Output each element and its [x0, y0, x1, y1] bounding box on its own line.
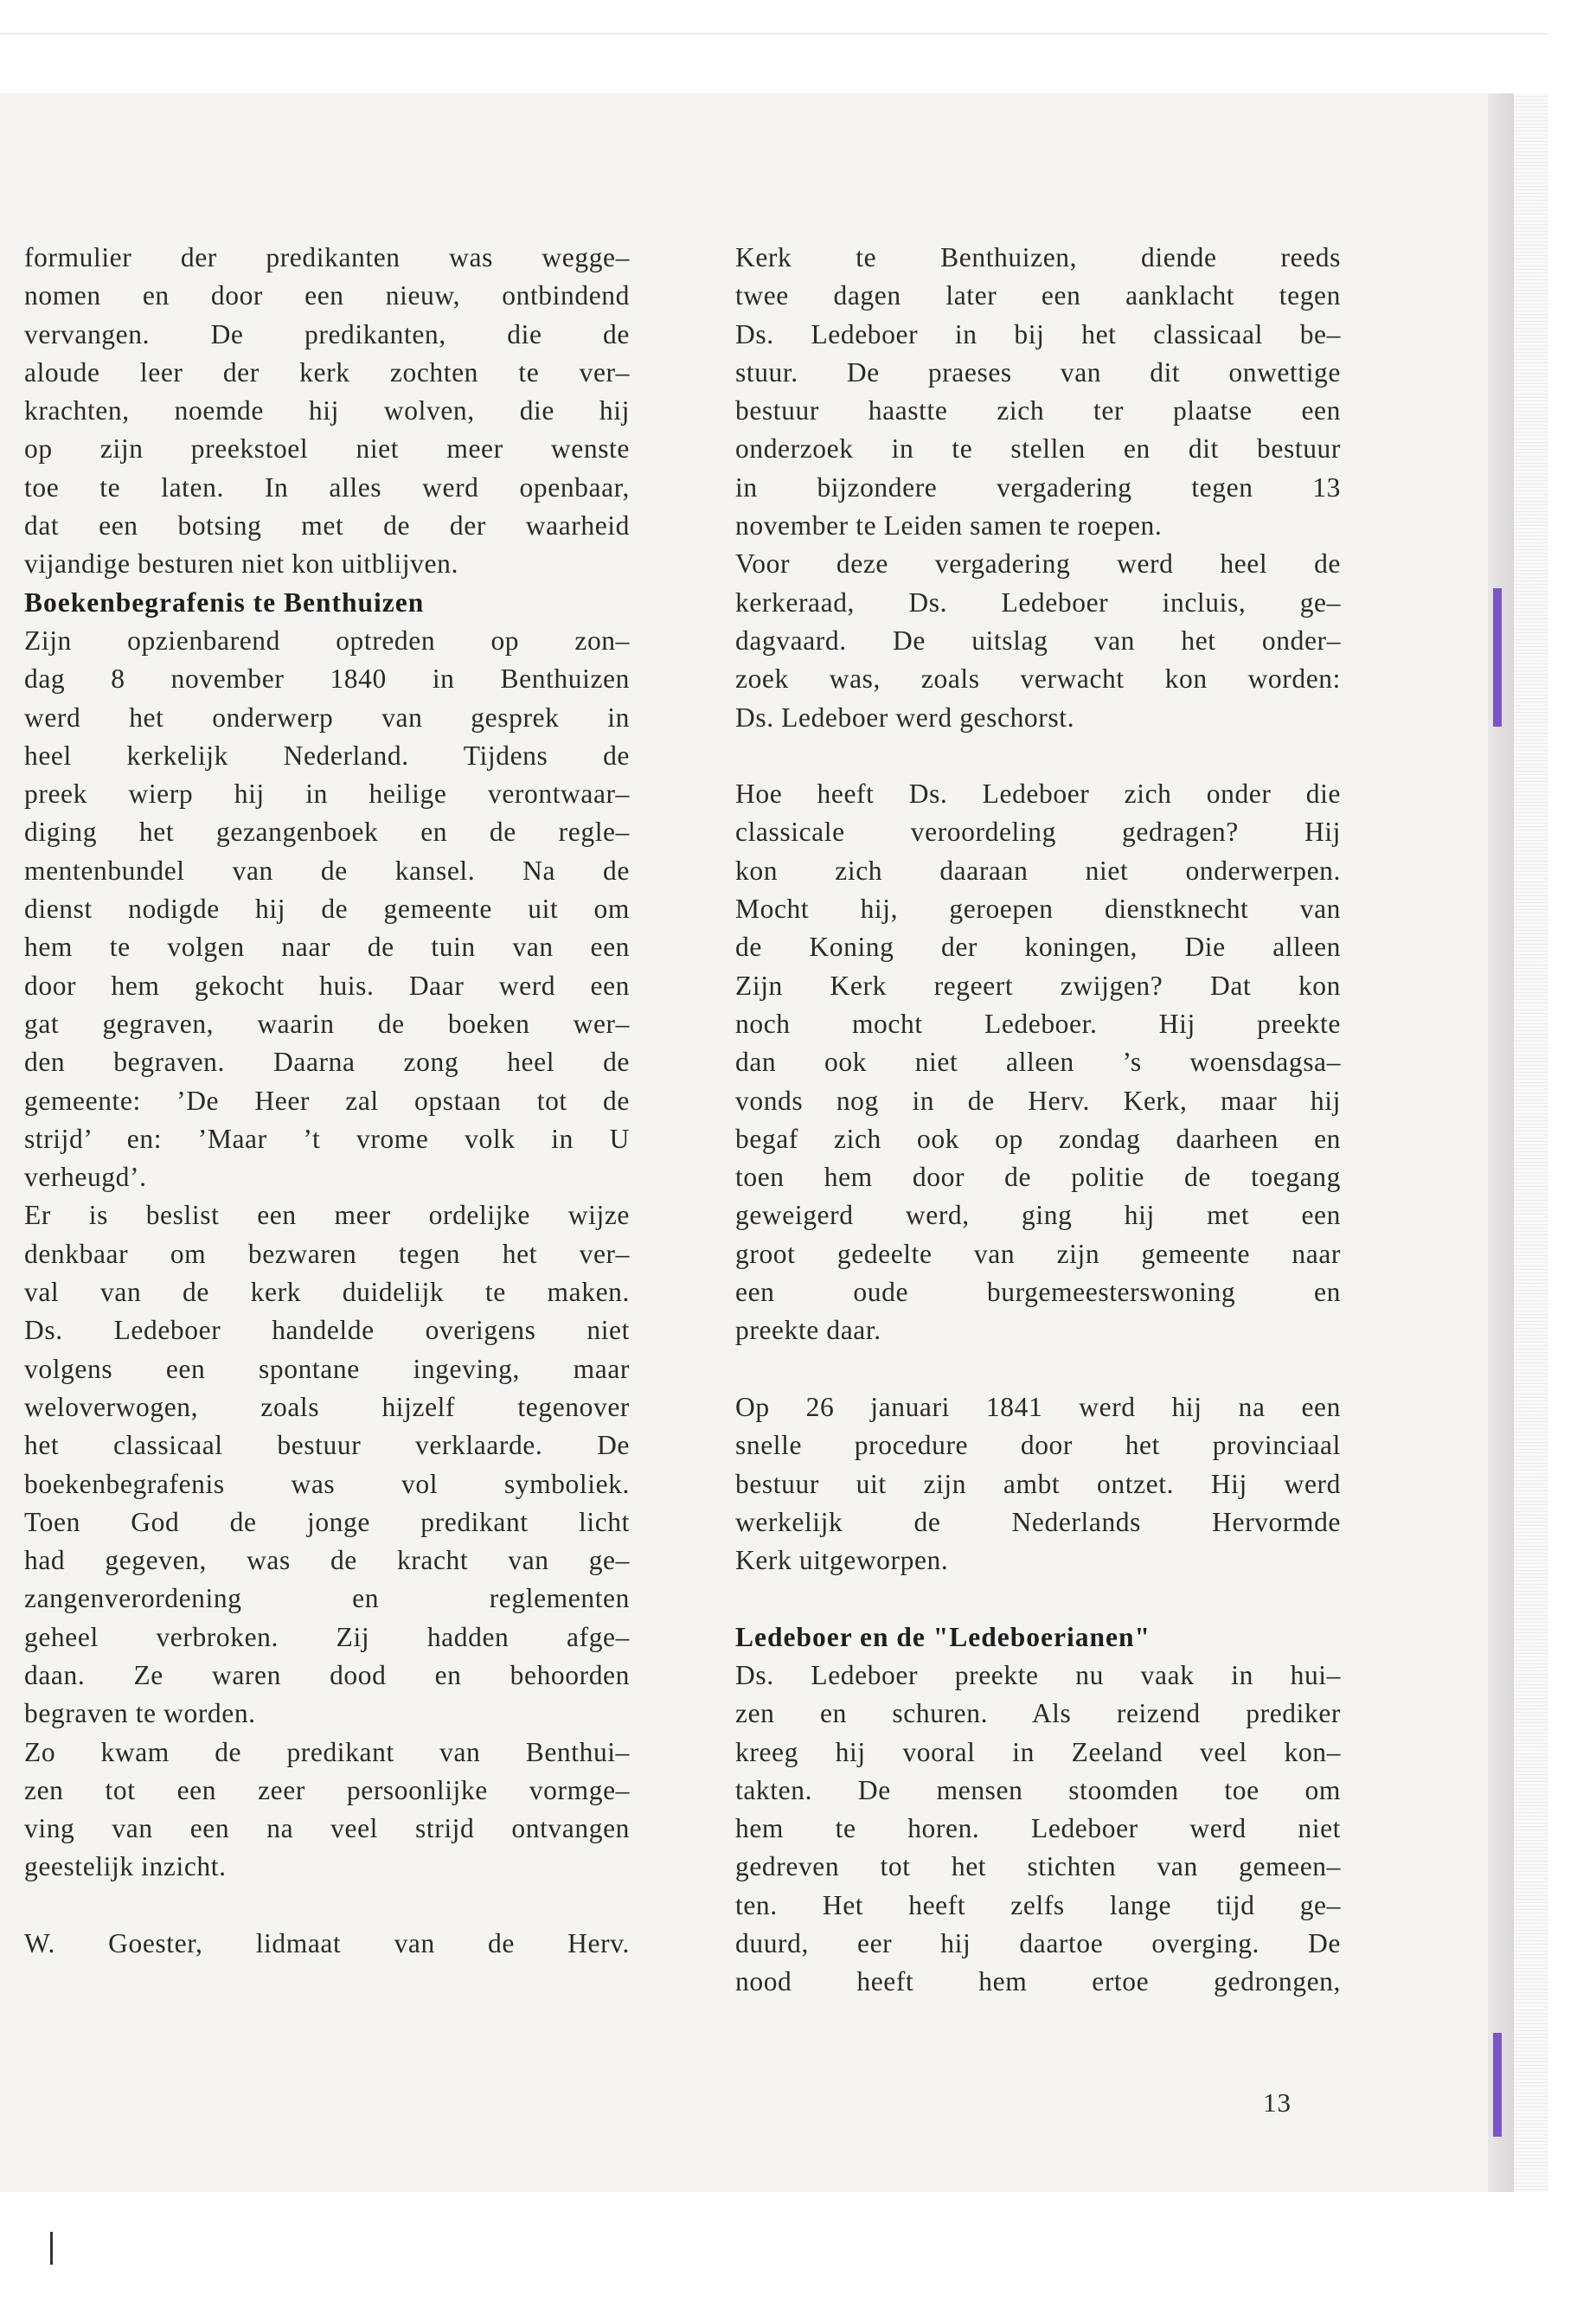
- text-line: Ds. Ledeboer werd geschorst.: [735, 702, 1075, 733]
- text-line: twee dagen later een aanklacht tegen: [735, 280, 1341, 311]
- text-line: bestuur uit zijn ambt ontzet. Hij werd: [735, 1468, 1341, 1499]
- text-line: toe te laten. In alles werd openbaar,: [24, 471, 630, 503]
- text-line: ten. Het heeft zelfs lange tijd ge–: [735, 1889, 1341, 1920]
- text-line: Ds. Ledeboer preekte nu vaak in hui–: [735, 1659, 1341, 1690]
- text-line: dagvaard. De uitslag van het onder–: [735, 625, 1341, 656]
- text-line: door hem gekocht huis. Daar werd een: [24, 970, 630, 1001]
- text-line: vervangen. De predikanten, die de: [24, 318, 630, 349]
- text-line: boekenbegrafenis was vol symboliek.: [24, 1468, 630, 1499]
- text-line: den begraven. Daarna zong heel de: [24, 1047, 630, 1078]
- text-line: begaf zich ook op zondag daarheen en: [735, 1123, 1341, 1154]
- text-line: aloude leer der kerk zochten te ver–: [24, 356, 630, 388]
- text-line: het classicaal bestuur verklaarde. De: [24, 1430, 630, 1461]
- text-line: Voor deze vergadering werd heel de: [735, 548, 1341, 580]
- text-line: werd het onderwerp van gesprek in: [24, 702, 630, 733]
- text-line: dan ook niet alleen ’s woensdagsa–: [735, 1047, 1341, 1078]
- text-line: krachten, noemde hij wolven, die hij: [24, 395, 630, 426]
- text-line: hem te volgen naar de tuin van een: [24, 932, 630, 963]
- text-line: gemeente: ’De Heer zal opstaan tot de: [24, 1085, 630, 1116]
- text-line: Er is beslist een meer ordelijke wijze: [24, 1200, 630, 1231]
- page-edge: [1514, 93, 1548, 2192]
- text-line: preekte daar.: [735, 1315, 881, 1346]
- text-line: gat gegraven, waarin de boeken wer–: [24, 1008, 630, 1039]
- text-line: kerkeraad, Ds. Ledeboer incluis, ge–: [735, 586, 1341, 618]
- text-line: noch mocht Ledeboer. Hij preekte: [735, 1008, 1341, 1039]
- page-number: 13: [1263, 2087, 1292, 2118]
- text-line: heel kerkelijk Nederland. Tijdens de: [24, 740, 630, 771]
- text-line: daan. Ze waren dood en behoorden: [24, 1659, 630, 1690]
- text-line: geestelijk inzicht.: [24, 1851, 227, 1882]
- text-line: mentenbundel van de kansel. Na de: [24, 855, 630, 886]
- text-line: geheel verbroken. Zij hadden afge–: [24, 1621, 630, 1652]
- left-text-column: [24, 239, 630, 1963]
- text-line: vonds nog in de Herv. Kerk, maar hij: [735, 1085, 1341, 1116]
- text-line: dienst nodigde hij de gemeente uit om: [24, 894, 630, 925]
- section-heading: Ledeboer en de "Ledeboerianen": [735, 1621, 1151, 1652]
- scan-mark: [50, 2232, 53, 2265]
- text-line: Zijn opzienbarend optreden op zon–: [24, 625, 630, 656]
- text-line: ving van een na veel strijd ontvangen: [24, 1813, 630, 1844]
- text-line: snelle procedure door het provinciaal: [735, 1430, 1341, 1461]
- text-line: geweigerd werd, ging hij met een: [735, 1200, 1341, 1231]
- text-line: [735, 1580, 1341, 1618]
- text-line: gedreven tot het stichten van gemeen–: [735, 1851, 1341, 1882]
- text-line: W. Goester, lidmaat van de Herv.: [24, 1928, 630, 1959]
- text-line: kon zich daaraan niet onderwerpen.: [735, 855, 1341, 886]
- text-line: kreeg hij vooral in Zeeland veel kon–: [735, 1736, 1341, 1767]
- text-line: Kerk te Benthuizen, diende reeds: [735, 242, 1341, 272]
- text-line: verheugd’.: [24, 1162, 147, 1193]
- text-line: Zijn Kerk regeert zwijgen? Dat kon: [735, 970, 1341, 1001]
- text-line: groot gedeelte van zijn gemeente naar: [735, 1238, 1341, 1269]
- text-line: op zijn preekstoel niet meer wenste: [24, 433, 630, 465]
- right-text-column: [735, 239, 1341, 2002]
- text-line: november te Leiden samen te roepen.: [735, 510, 1163, 542]
- text-line: zoek was, zoals verwacht kon worden:: [735, 663, 1341, 695]
- text-line: Hoe heeft Ds. Ledeboer zich onder die: [735, 779, 1341, 810]
- text-line: Zo kwam de predikant van Benthui–: [24, 1736, 630, 1767]
- text-line: begraven te worden.: [24, 1698, 256, 1729]
- text-line: dat een botsing met de der waarheid: [24, 510, 630, 542]
- text-line: een oude burgemeesterswoning en: [735, 1277, 1341, 1308]
- text-line: [735, 1350, 1341, 1388]
- text-line: had gegeven, was de kracht van ge–: [24, 1545, 630, 1576]
- text-line: werkelijk de Nederlands Hervormde: [735, 1506, 1341, 1537]
- text-line: onderzoek in te stellen en dit bestuur: [735, 433, 1341, 465]
- text-line: preek wierp hij in heilige verontwaar–: [24, 779, 630, 810]
- text-line: Kerk uitgeworpen.: [735, 1545, 949, 1576]
- spine-color-mark: [1493, 2033, 1502, 2137]
- text-line: vijandige besturen niet kon uitblijven.: [24, 548, 458, 580]
- text-line: weloverwogen, zoals hijzelf tegenover: [24, 1391, 630, 1422]
- text-line: takten. De mensen stoomden toe om: [735, 1774, 1341, 1805]
- text-line: de Koning der koningen, Die alleen: [735, 932, 1341, 963]
- top-rule: [0, 33, 1548, 35]
- text-line: nood heeft hem ertoe gedrongen,: [735, 1966, 1341, 1997]
- text-line: zangenverordening en reglementen: [24, 1583, 630, 1614]
- text-line: volgens een spontane ingeving, maar: [24, 1353, 630, 1384]
- text-line: Ds. Ledeboer in bij het classicaal be–: [735, 318, 1341, 349]
- text-line: zen tot een zeer persoonlijke vormge–: [24, 1774, 630, 1805]
- text-line: classicale veroordeling gedragen? Hij: [735, 817, 1341, 848]
- spine-color-mark: [1493, 588, 1502, 727]
- text-line: hem te horen. Ledeboer werd niet: [735, 1813, 1341, 1844]
- page-spine: [1488, 93, 1514, 2192]
- text-line: denkbaar om bezwaren tegen het ver–: [24, 1238, 630, 1269]
- text-line: nomen en door een nieuw, ontbindend: [24, 280, 630, 311]
- text-line: strijd’ en: ’Maar ’t vrome volk in U: [24, 1123, 630, 1154]
- text-line: dag 8 november 1840 in Benthuizen: [24, 663, 630, 695]
- text-line: Op 26 januari 1841 werd hij na een: [735, 1391, 1341, 1422]
- text-line: diging het gezangenboek en de regle–: [24, 817, 630, 848]
- text-line: [735, 737, 1341, 775]
- text-line: zen en schuren. Als reizend prediker: [735, 1698, 1341, 1729]
- text-line: duurd, eer hij daartoe overging. De: [735, 1928, 1341, 1959]
- text-line: Ds. Ledeboer handelde overigens niet: [24, 1315, 630, 1346]
- section-heading: Boekenbegrafenis te Benthuizen: [24, 586, 425, 618]
- text-line: [24, 1887, 630, 1925]
- text-line: bestuur haastte zich ter plaatse een: [735, 395, 1341, 426]
- text-line: val van de kerk duidelijk te maken.: [24, 1277, 630, 1308]
- text-line: formulier der predikanten was wegge–: [24, 242, 630, 272]
- text-line: Mocht hij, geroepen dienstknecht van: [735, 894, 1341, 925]
- text-line: Toen God de jonge predikant licht: [24, 1506, 630, 1537]
- text-line: stuur. De praeses van dit onwettige: [735, 356, 1341, 388]
- text-line: in bijzondere vergadering tegen 13: [735, 471, 1341, 503]
- text-line: toen hem door de politie de toegang: [735, 1162, 1341, 1193]
